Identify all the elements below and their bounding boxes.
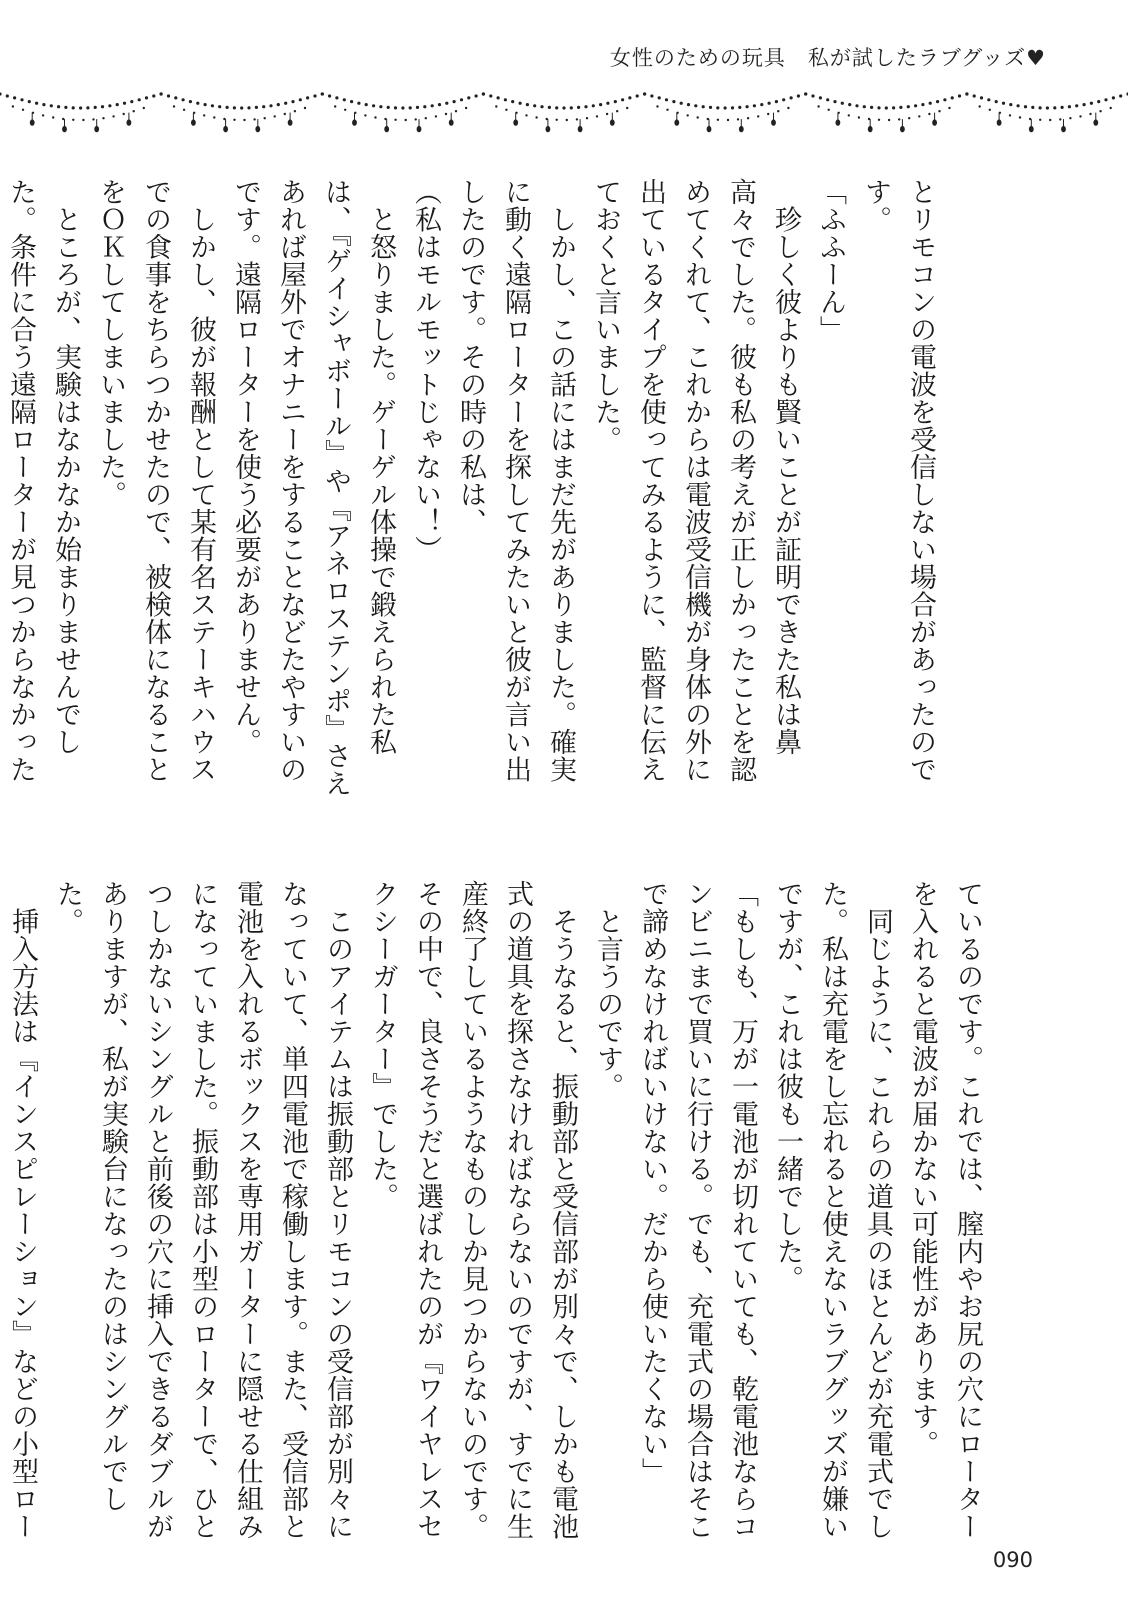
garland-dot: [1119, 94, 1122, 97]
garland-dot: [519, 102, 522, 105]
garland-dot: [628, 96, 631, 99]
garland-dot: [72, 119, 74, 121]
garland-dot: [495, 105, 497, 107]
paragraph: 珍しく彼よりも賢いことが証明できた私は鼻高々でした。彼も私の考えが正しかったことを認めてくれて、これからは電波受信機が身体の外に出ているタイプを使ってみるように、監督に伝えておくと言いました。: [590, 178, 801, 783]
garland-dot: [921, 103, 924, 106]
garland-bead: [739, 126, 744, 132]
garland-dot: [687, 114, 689, 116]
garland-dot: [1024, 105, 1027, 108]
garland-dot: [636, 94, 639, 97]
garland-dot: [335, 96, 338, 99]
garland-dot: [768, 102, 771, 105]
garland-dot: [6, 94, 9, 97]
garland-dot: [344, 109, 346, 111]
garland-dot: [989, 109, 991, 111]
garland-dot: [775, 100, 778, 103]
garland-bead: [449, 119, 454, 125]
garland-bead: [191, 119, 196, 125]
garland-dot: [888, 119, 890, 121]
garland-bead: [62, 126, 67, 132]
garland-dot: [1039, 119, 1041, 121]
garland-dot: [143, 107, 145, 109]
garland-bead: [771, 119, 776, 125]
garland-dot: [643, 92, 646, 95]
garland-dot: [284, 102, 287, 105]
garland-dot: [445, 102, 448, 105]
garland-dot: [936, 100, 939, 103]
garland-dot: [737, 118, 739, 120]
garland-dot: [321, 92, 324, 95]
garland-dot: [576, 118, 578, 120]
page-number: 090: [992, 1548, 1033, 1572]
garland-dot: [526, 103, 529, 106]
garland-dot: [1009, 103, 1012, 106]
garland-dot: [116, 103, 119, 106]
garland-dot: [848, 103, 851, 106]
garland-dot: [716, 106, 719, 109]
garland-dot: [334, 105, 336, 107]
garland-dot: [899, 106, 902, 109]
garland-dot: [365, 103, 368, 106]
garland-dot: [979, 105, 981, 107]
garland-dot: [112, 115, 114, 117]
garland-dot: [504, 98, 507, 101]
garland-dot: [848, 114, 850, 116]
garland-dot: [253, 118, 255, 120]
garland-dot: [877, 106, 880, 109]
garland-dot: [1019, 116, 1021, 118]
garland-dot: [1069, 117, 1071, 119]
garland-dot: [878, 119, 880, 121]
garland-dot: [596, 115, 598, 117]
garland-dot: [727, 119, 729, 121]
paragraph: そうなると、振動部と受信部が別々で、しかも電池式の道具を探さなければならないのですが、すでに生産終了しているようなものしか見つからないのです。その中で、良さそうだと選ばれたのが『ワイヤレスセクシーガーター』でした。: [367, 880, 578, 1540]
garland-dot: [914, 104, 917, 107]
garland-dot: [858, 116, 860, 118]
garland-dot: [240, 106, 243, 109]
garland-dot: [943, 98, 946, 101]
paragraph: と言うのです。: [592, 880, 623, 1100]
garland-dot: [1046, 106, 1049, 109]
garland-dot: [226, 106, 229, 109]
garland-dot: [0, 92, 2, 95]
garland-dot: [566, 119, 568, 121]
garland-dot: [928, 113, 930, 115]
garland-dot: [680, 102, 683, 105]
garland-dot: [233, 119, 235, 121]
garland-dot: [1110, 107, 1112, 109]
garland-dot: [374, 116, 376, 118]
garland-dot: [938, 110, 940, 112]
garland-dot: [189, 100, 192, 103]
garland-dot: [697, 116, 699, 118]
garland-dot: [540, 105, 543, 108]
garland-dot: [1099, 110, 1101, 112]
garland-bead: [900, 126, 905, 132]
garland-dot: [218, 105, 221, 108]
garland-dot: [804, 92, 807, 95]
garland-dot: [958, 94, 961, 97]
garland-dot: [599, 103, 602, 106]
garland-dot: [584, 105, 587, 108]
garland-dot: [425, 117, 427, 119]
garland-dot: [269, 104, 272, 107]
garland-dot: [555, 106, 558, 109]
garland-dot: [123, 102, 126, 105]
garland-dot: [445, 113, 447, 115]
garland-dot: [82, 119, 84, 121]
garland-dot: [489, 94, 492, 97]
garland-dot: [108, 104, 111, 107]
garland-dot: [409, 106, 412, 109]
garland-dot: [277, 103, 280, 106]
garland-dot: [133, 110, 135, 112]
garland-dot: [525, 114, 527, 116]
garland-dot: [1075, 104, 1078, 107]
garland-dot: [372, 104, 375, 107]
garland-dot: [313, 94, 316, 97]
garland-dot: [174, 96, 177, 99]
garland-dot: [665, 98, 668, 101]
garland-dot: [86, 106, 89, 109]
paragraph: 挿入方法は『インスピレーション』などの小型ロー: [7, 907, 38, 1540]
paragraph: とリモコンの電波を受信しない場合があったのです。: [860, 178, 936, 783]
garland-dot: [233, 106, 236, 109]
garland-bead: [126, 119, 131, 125]
garland-dot: [79, 106, 82, 109]
garland-dot: [173, 105, 175, 107]
garland-dot: [767, 113, 769, 115]
garland-dot: [467, 96, 470, 99]
garland-dot: [702, 105, 705, 108]
garland-dot: [294, 110, 296, 112]
garland-dot: [826, 98, 829, 101]
garland-dot: [1089, 113, 1091, 115]
garland-dot: [455, 110, 457, 112]
garland-dot: [672, 100, 675, 103]
garland-dot: [1112, 96, 1115, 99]
garland-dot: [304, 107, 306, 109]
garland-dot: [738, 106, 741, 109]
garland-bead: [513, 119, 518, 125]
garland-dot: [577, 106, 580, 109]
garland-dot: [787, 107, 789, 109]
garland-dot: [907, 105, 910, 108]
garland-dot: [621, 98, 624, 101]
garland-dot: [394, 106, 397, 109]
garland-dot: [1009, 114, 1011, 116]
garland-bead: [352, 119, 357, 125]
paragraph: ところが、実験はなかなか始まりませんでした。条件に合う遠隔ローターが見つからなかった: [5, 178, 81, 783]
garland-dot: [694, 104, 697, 107]
paragraph: 同じように、これらの道具のほとんどが充電式でした。私は充電をし忘れると使えないラブグッズが嫌いですが、これは彼も一緒でした。: [772, 880, 893, 1540]
garland-dot: [717, 119, 719, 121]
garland-dot: [482, 92, 485, 95]
garland-dot: [364, 114, 366, 116]
garland-dot: [35, 102, 38, 105]
garland-dot: [415, 118, 417, 120]
garland-dot: [20, 98, 23, 101]
garland-dot: [841, 102, 844, 105]
garland-dot: [666, 109, 668, 111]
garland-dot: [262, 105, 265, 108]
garland-dot: [145, 96, 148, 99]
garland-dot: [747, 117, 749, 119]
garland-dot: [453, 100, 456, 103]
garland-dot: [817, 105, 819, 107]
garland-dot: [431, 104, 434, 107]
garland-dot: [505, 109, 507, 111]
garland-dot: [94, 106, 97, 109]
garland-bead: [30, 119, 35, 125]
garland-dot: [423, 105, 426, 108]
paragraph: ているのです。これでは、膣内やお尻の穴にローターを入れると電波が届かない可能性があります。: [907, 880, 983, 1540]
garland-dot: [264, 117, 266, 119]
garland-dot: [284, 113, 286, 115]
garland-dot: [211, 104, 214, 107]
garland-dot: [1039, 106, 1042, 109]
garland-dot: [570, 106, 573, 109]
garland-dot: [918, 115, 920, 117]
garland-dot: [1049, 119, 1051, 121]
garland-dot: [828, 109, 830, 111]
garland-dot: [203, 114, 205, 116]
garland-dot: [1002, 102, 1005, 105]
garland-bead: [868, 126, 873, 132]
garland-dot: [160, 92, 163, 95]
garland-dot: [995, 100, 998, 103]
garland-dot: [592, 104, 595, 107]
garland-dot: [753, 104, 756, 107]
garland-bead: [1029, 126, 1034, 132]
garland-dot: [13, 96, 16, 99]
garland-dot: [465, 107, 467, 109]
garland-dot: [22, 109, 24, 111]
garland-dot: [819, 96, 822, 99]
garland-dot: [12, 105, 14, 107]
garland-dot: [1017, 104, 1020, 107]
garland-dot: [274, 115, 276, 117]
garland-dot: [28, 100, 31, 103]
garland-dot: [438, 103, 441, 106]
garland-dot: [556, 119, 558, 121]
garland-dot: [965, 92, 968, 95]
garland-dot: [656, 105, 658, 107]
garland-dot: [562, 106, 565, 109]
garland-dot: [167, 94, 170, 97]
garland-dot: [52, 116, 54, 118]
paragraph: （私はモルモットじゃない！）: [410, 178, 441, 563]
garland-dot: [291, 100, 294, 103]
paragraph: しかし、彼が報酬として某有名ステーキハウスでの食事をちらつかせたので、被検体になることをＯＫしてしまいました。: [95, 178, 216, 783]
garland-dot: [213, 116, 215, 118]
garland-dot: [811, 94, 814, 97]
garland-dot: [416, 106, 419, 109]
garland-dot: [658, 96, 661, 99]
garland-dot: [533, 104, 536, 107]
garland-dot: [405, 119, 407, 121]
garland-dot: [1053, 106, 1056, 109]
garland-dot: [709, 106, 712, 109]
garland-dot: [182, 98, 185, 101]
garland-dot: [948, 107, 950, 109]
garland-dot: [57, 105, 60, 108]
garland-dot: [757, 115, 759, 117]
garland-dot: [72, 106, 75, 109]
bead-garland-ornament: [0, 80, 1128, 140]
garland-dot: [951, 96, 954, 99]
garland-dot: [152, 94, 155, 97]
garland-dot: [855, 104, 858, 107]
garland-dot: [586, 117, 588, 119]
garland-dot: [687, 103, 690, 106]
paragraph: 「もしも、万が一電池が切れていても、乾電池ならコンビニまで買いに行ける。でも、充電式の場合はそこで諦めなければいけない。だから使いたくない」: [637, 880, 758, 1540]
garland-dot: [243, 119, 245, 121]
garland-bead: [674, 119, 679, 125]
garland-dot: [379, 105, 382, 108]
garland-bead: [223, 126, 228, 132]
garland-dot: [357, 102, 360, 105]
garland-dot: [511, 100, 514, 103]
paragraph: このアイテムは振動部とリモコンの受信部が別々になっていて、単四電池で稼働します。また、受信部と電池を入れるボックスを専用ガーターに隠せる仕組みになっていました。振動部は小型のローターで、ひとつしかないシングルと前後の穴に挿入できるダブルがありますが、私が実験台になったのはシングルでした。: [52, 880, 353, 1540]
garland-dot: [614, 100, 617, 103]
garland-bead: [1093, 119, 1098, 125]
garland-dot: [435, 115, 437, 117]
garland-dot: [1097, 100, 1100, 103]
garland-dot: [973, 94, 976, 97]
garland-bead: [417, 126, 422, 132]
garland-dot: [460, 98, 463, 101]
garland-bead: [836, 119, 841, 125]
garland-dot: [350, 100, 353, 103]
garland-dot: [777, 110, 779, 112]
garland-dot: [724, 106, 727, 109]
garland-dot: [908, 117, 910, 119]
garland-dot: [987, 98, 990, 101]
garland-bead: [255, 126, 260, 132]
garland-bead: [578, 126, 583, 132]
garland-dot: [101, 105, 104, 108]
garland-dot: [50, 104, 53, 107]
garland-dot: [130, 100, 133, 103]
garland-dot: [797, 94, 800, 97]
garland-dot: [782, 98, 785, 101]
garland-dot: [394, 119, 396, 121]
body-text-lower: [7, 880, 990, 1545]
garland-dot: [92, 118, 94, 120]
running-header-title: 女性のための玩具 私が試したラブグッズ♥: [609, 46, 1046, 70]
garland-dot: [387, 106, 390, 109]
garland-bead: [546, 126, 551, 132]
garland-dot: [204, 103, 207, 106]
garland-dot: [306, 96, 309, 99]
garland-bead: [932, 119, 937, 125]
paragraph: と怒りました。ゲーゲル体操で鍛えられた私は、『ゲイシャボール』や『アネロステンポ』さえあれば屋外でオナニーをすることなどたやすいのです。遠隔ローターを使う必要がありません。: [230, 178, 396, 797]
garland-dot: [980, 96, 983, 99]
garland-dot: [870, 106, 873, 109]
garland-bead: [288, 119, 293, 125]
garland-dot: [1090, 102, 1093, 105]
garland-dot: [1079, 115, 1081, 117]
garland-dot: [1061, 106, 1064, 109]
garland-bead: [384, 126, 389, 132]
garland-dot: [760, 103, 763, 106]
garland-dot: [606, 113, 608, 115]
body-text-upper: [5, 178, 943, 808]
garland-dot: [102, 117, 104, 119]
garland-dot: [42, 114, 44, 116]
garland-dot: [616, 110, 618, 112]
garland-dot: [255, 106, 258, 109]
garland-dot: [731, 106, 734, 109]
garland-dot: [247, 106, 250, 109]
garland-dot: [1104, 98, 1107, 101]
garland-dot: [892, 106, 895, 109]
garland-dot: [650, 94, 653, 97]
garland-bead: [707, 126, 712, 132]
garland-bead: [94, 126, 99, 132]
garland-dot: [123, 113, 125, 115]
garland-dot: [196, 102, 199, 105]
garland-dot: [183, 109, 185, 111]
garland-dot: [475, 94, 478, 97]
garland-dot: [790, 96, 793, 99]
garland-dot: [1083, 103, 1086, 106]
garland-dot: [1059, 118, 1061, 120]
garland-dot: [42, 103, 45, 106]
paragraph: 「ふふーん」: [815, 178, 846, 343]
garland-dot: [343, 98, 346, 101]
garland-dot: [299, 98, 302, 101]
garland-dot: [328, 94, 331, 97]
garland-dot: [535, 116, 537, 118]
garland-dot: [1068, 105, 1071, 108]
garland-dot: [746, 105, 749, 108]
garland-dot: [898, 118, 900, 120]
garland-dot: [606, 102, 609, 105]
garland-bead: [610, 119, 615, 125]
garland-dot: [64, 106, 67, 109]
garland-dot: [863, 105, 866, 108]
garland-dot: [548, 106, 551, 109]
garland-dot: [929, 102, 932, 105]
garland-bead: [997, 119, 1002, 125]
garland-dot: [138, 98, 141, 101]
garland-bead: [1061, 126, 1066, 132]
garland-dot: [1031, 106, 1034, 109]
garland-dot: [401, 106, 404, 109]
paragraph: しかし、この話にはまだ先がありました。確実に動く遠隔ローターを探してみたいと彼が言い出したのです。その時の私は、: [455, 178, 576, 783]
garland-dot: [626, 107, 628, 109]
garland-dot: [833, 100, 836, 103]
garland-dot: [497, 96, 500, 99]
garland-dot: [885, 106, 888, 109]
